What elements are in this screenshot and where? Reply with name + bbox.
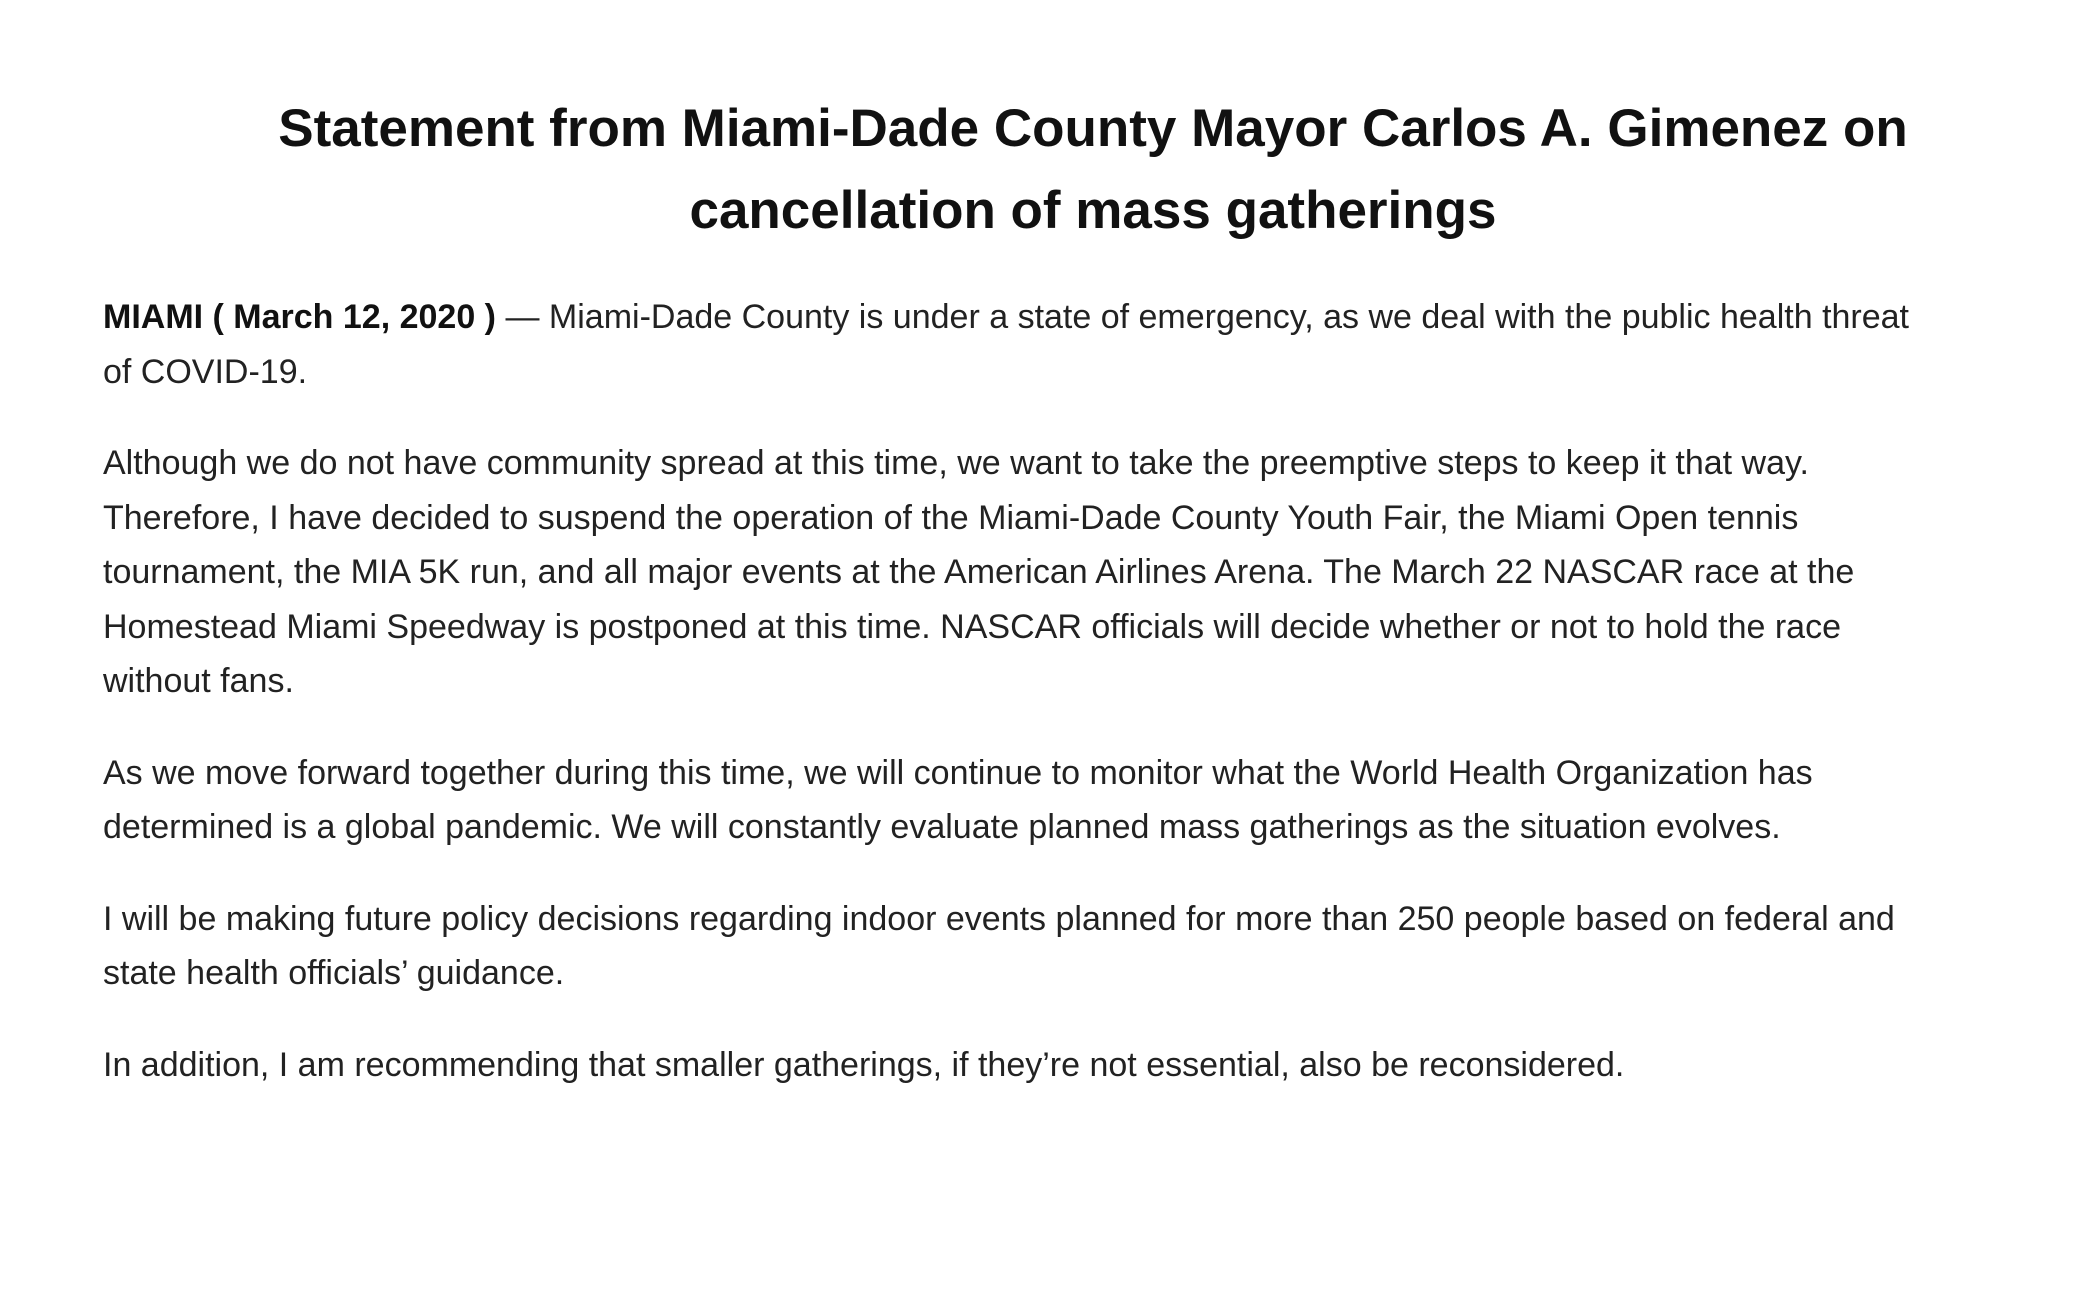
paragraph-3-line-2: determined is a global pandemic. We will constantly evaluate planned mass gatherings as the situation evolves.: [103, 808, 1781, 846]
paragraph-5-line-1: In addition, I am recommending that smaller gatherings, if they’re not essential, also be reconsidered.: [103, 1045, 1625, 1084]
paragraph-1-line-1: Miami-Dade County is under a state of emergency, as we deal with the public health threat: [548, 298, 1910, 336]
title-line-1: Statement from Miami-Dade County Mayor Carlos A. Gimenez on: [278, 99, 1908, 158]
paragraph-2-line-5: without fans.: [103, 662, 294, 700]
paragraph-5: [103, 1038, 2080, 1093]
paragraph-4-line-1: I will be making future policy decisions regarding indoor events planned for more than 250 people based on federal and: [103, 899, 1895, 938]
statement-body: [103, 290, 2080, 1129]
page-title: [180, 88, 2006, 252]
paragraph-2-line-4: Homestead Miami Speedway is postponed at this time. NASCAR officials will decide whether or not to hold the race: [103, 607, 1842, 646]
dateline: MIAMI ( March 12, 2020 ): [103, 298, 497, 336]
paragraph-4-line-2: state health officials’ guidance.: [103, 954, 565, 992]
paragraph-3: [103, 746, 2080, 855]
paragraph-3-line-1: As we move forward together during this time, we will continue to monitor what the World Health Organization has: [103, 753, 1813, 792]
paragraph-2-line-2: Therefore, I have decided to suspend the operation of the Miami-Dade County Youth Fair, the Miami Open tennis: [103, 498, 1799, 537]
dateline-dash: —: [496, 298, 549, 336]
paragraph-1-line-2: of COVID-19.: [103, 352, 308, 391]
paragraph-2: [103, 436, 2080, 709]
paragraph-4: [103, 892, 2080, 1001]
paragraph-2-line-3: tournament, the MIA 5K run, and all major events at the American Airlines Arena. The March 22 NASCAR race at the: [103, 553, 1855, 591]
title-line-2: cancellation of mass gatherings: [689, 181, 1497, 240]
paragraph-2-line-1: Although we do not have community spread at this time, we want to take the preemptive steps to keep it that way.: [103, 444, 1809, 482]
paragraph-1: [103, 290, 2080, 399]
